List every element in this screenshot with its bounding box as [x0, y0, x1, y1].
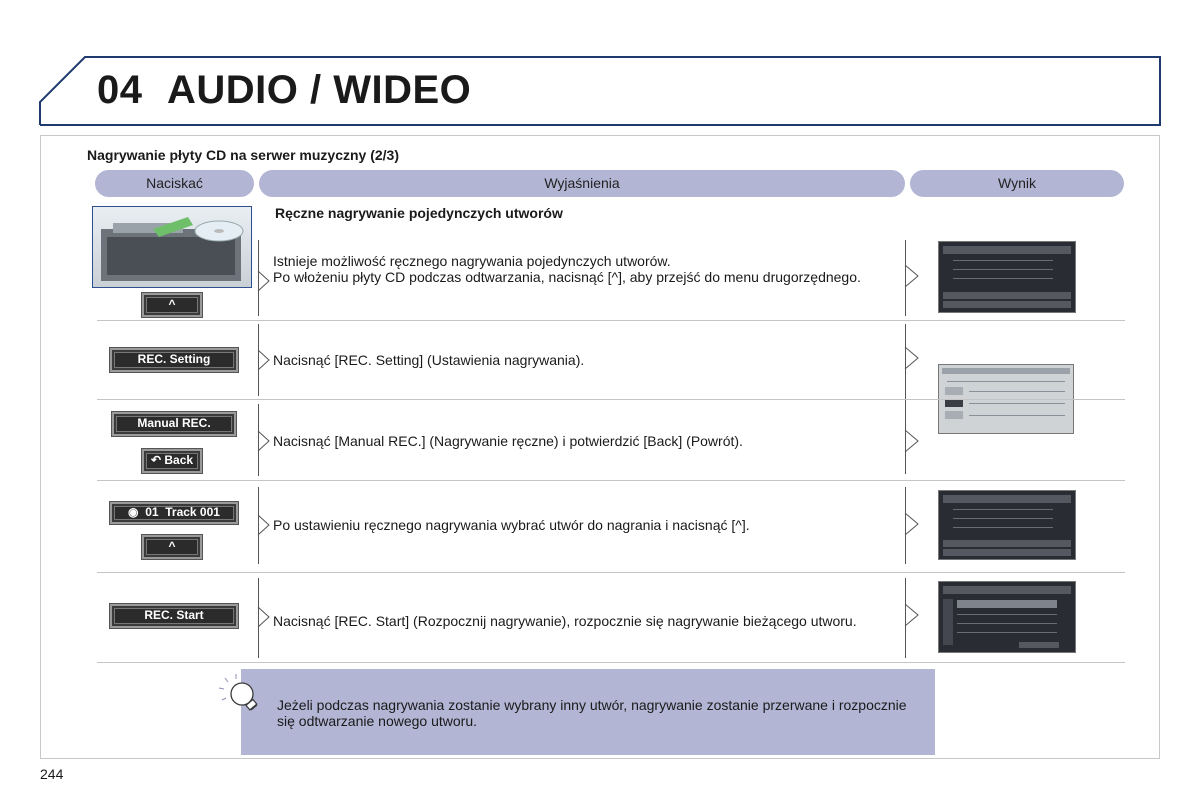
track-name: Track 001 — [165, 505, 220, 519]
up-button[interactable]: ^ — [142, 293, 202, 317]
disc-icon: ◉ — [128, 505, 139, 519]
column-header-explanations: Wyjaśnienia — [259, 170, 905, 197]
rec-start-button[interactable]: REC. Start — [110, 604, 238, 628]
cd-player-photo — [92, 206, 252, 288]
chevron-right-icon — [904, 429, 920, 453]
chevron-right-icon — [257, 270, 271, 292]
page-number: 244 — [40, 766, 64, 782]
column-header-result: Wynik — [910, 170, 1124, 197]
chevron-right-icon — [904, 603, 920, 627]
row-divider — [97, 399, 1125, 400]
row2-text: Nacisnąć [REC. Setting] (Ustawienia nagrywania). — [273, 352, 585, 368]
row-divider — [97, 662, 1125, 663]
column-header-press: Naciskać — [95, 170, 254, 197]
section-title: Nagrywanie płyty CD na serwer muzyczny (2/3) — [87, 147, 399, 163]
lightbulb-icon — [216, 672, 264, 718]
result-screen-4 — [938, 581, 1076, 653]
manual-rec-button[interactable]: Manual REC. — [112, 412, 236, 436]
sub-heading: Ręczne nagrywanie pojedynczych utworów — [275, 205, 563, 221]
row-divider — [97, 320, 1125, 321]
chevron-right-icon — [257, 606, 271, 628]
rec-setting-button[interactable]: REC. Setting — [110, 348, 238, 372]
back-arrow-icon: ↶ — [150, 453, 162, 467]
chapter-number: 04 — [97, 68, 143, 112]
track-item-button[interactable] — [110, 502, 238, 524]
chapter-title: AUDIO / WIDEO — [167, 68, 472, 112]
chevron-right-icon — [904, 264, 920, 288]
row-divider — [97, 572, 1125, 573]
row5-text: Nacisnąć [REC. Start] (Rozpocznij nagrywanie), rozpocznie się nagrywanie bieżącego utworu. — [273, 613, 857, 629]
result-screen-1 — [938, 241, 1076, 313]
chevron-right-icon — [257, 349, 271, 371]
cd-insert-icon — [93, 207, 251, 287]
back-button[interactable]: ↶ Back — [142, 449, 202, 473]
chevron-right-icon — [257, 514, 271, 536]
chevron-right-icon — [904, 512, 920, 536]
up-button[interactable]: ^ — [142, 535, 202, 559]
row-divider — [97, 480, 1125, 481]
result-screen-3 — [938, 490, 1076, 560]
track-number: 01 — [145, 505, 159, 519]
row4-text: Po ustawieniu ręcznego nagrywania wybrać utwór do nagrania i nacisnąć [^]. — [273, 517, 750, 533]
row3-text: Nacisnąć [Manual REC.] (Nagrywanie ręczne) i potwierdzić [Back] (Powrót). — [273, 433, 743, 449]
note-text: Jeżeli podczas nagrywania zostanie wybrany inny utwór, nagrywanie zostanie przerwane i rozpocznie się odtwarzanie nowego utworu. — [277, 697, 907, 729]
row1-text: Istnieje możliwość ręcznego nagrywania pojedynczych utworów. Po włożeniu płyty CD podczas odtwarzania, nacisnąć [^], aby przejść do menu drugorzędnego. — [273, 253, 861, 285]
chevron-right-icon — [257, 430, 271, 452]
chevron-right-icon — [904, 346, 920, 370]
